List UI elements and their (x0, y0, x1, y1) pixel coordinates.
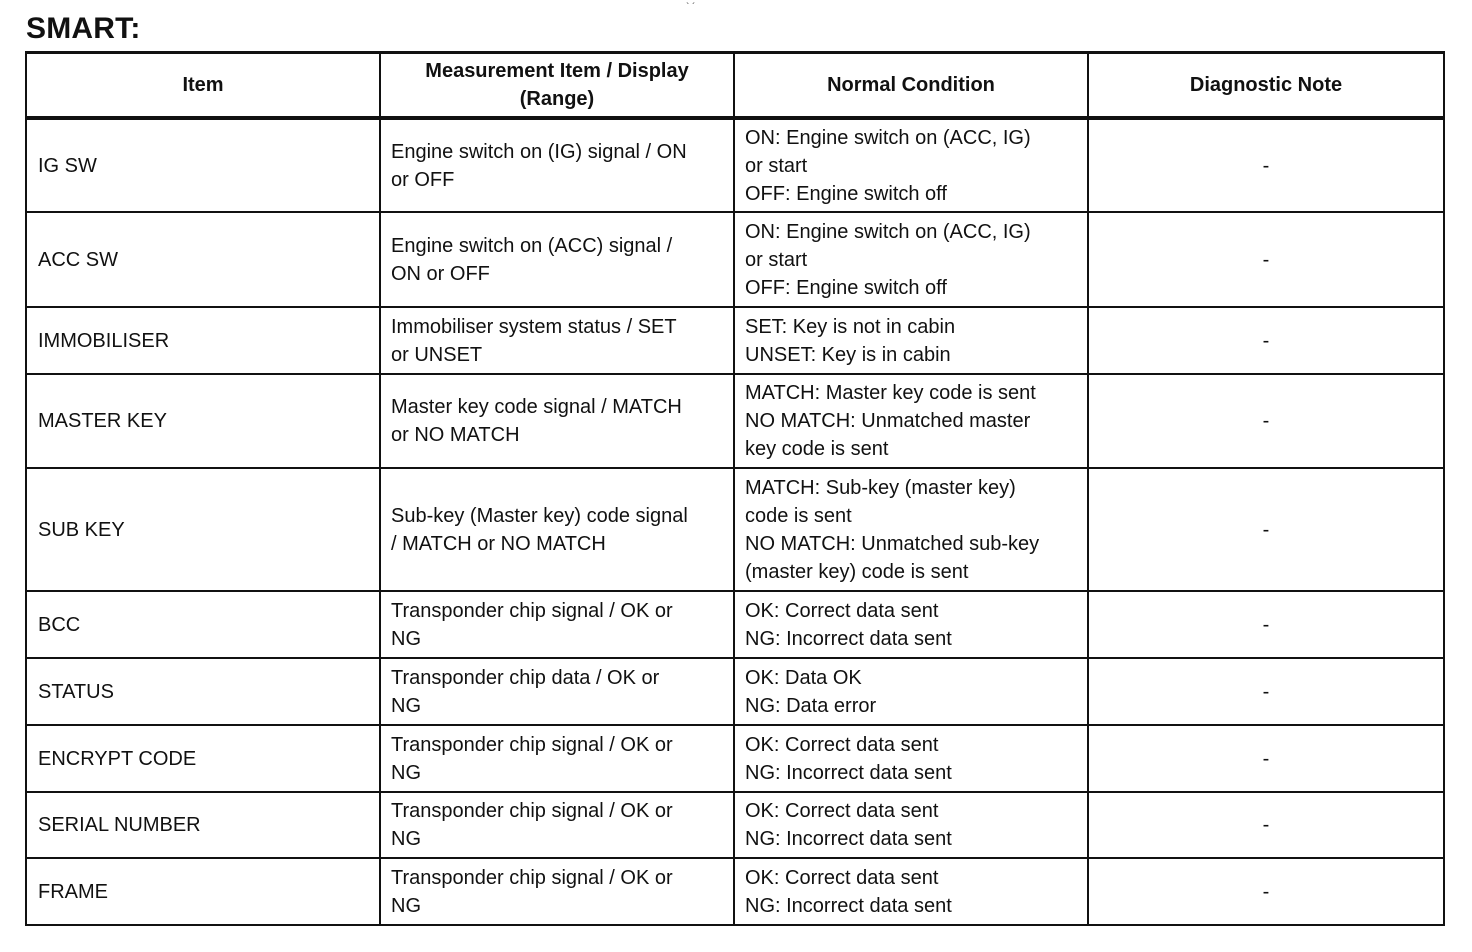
measurement-line: Transponder chip signal / OK or (391, 800, 673, 822)
page-title: SMART: (26, 12, 141, 45)
normal-condition-line: OFF: Engine switch off (745, 182, 947, 205)
cell-measurement (380, 591, 734, 658)
table-row (26, 118, 1444, 212)
cell-item: SUB KEY (26, 468, 380, 591)
normal-condition-line: ON: Engine switch on (ACC, IG) (745, 220, 1031, 243)
normal-condition-line: NG: Incorrect data sent (745, 894, 952, 917)
normal-condition-line: OK: Correct data sent (745, 800, 939, 822)
normal-condition-line: MATCH: Master key code is sent (745, 382, 1036, 404)
normal-condition-line: OK: Correct data sent (745, 866, 939, 889)
cell-measurement (380, 374, 734, 468)
table-header-row (26, 53, 1444, 119)
cell-measurement (380, 725, 734, 792)
cell-normal-condition (734, 212, 1088, 307)
cell-measurement (380, 212, 734, 307)
cell-item: ENCRYPT CODE (26, 725, 380, 792)
header-normal-condition: Normal Condition (734, 53, 1088, 119)
measurement-line: / MATCH or NO MATCH (391, 532, 606, 555)
cell-diagnostic-note: - (1088, 858, 1444, 925)
cell-normal-condition (734, 658, 1088, 725)
cell-normal-condition (734, 858, 1088, 925)
table-row (26, 792, 1444, 858)
cell-normal-condition (734, 307, 1088, 374)
cell-item: SERIAL NUMBER (26, 792, 380, 858)
measurement-line: Master key code signal / MATCH (391, 396, 682, 418)
header-item: Item (26, 53, 380, 119)
normal-condition-line: SET: Key is not in cabin (745, 315, 956, 338)
normal-condition-line: (master key) code is sent (745, 560, 969, 583)
measurement-line: NG (391, 894, 421, 917)
top-mark: ` ´ (686, 2, 696, 13)
cell-measurement (380, 468, 734, 591)
cell-diagnostic-note: - (1088, 792, 1444, 858)
header-measurement: Measurement Item / Display (Range) (380, 53, 734, 119)
cell-normal-condition (734, 725, 1088, 792)
normal-condition-line: UNSET: Key is in cabin (745, 343, 951, 366)
cell-item: ACC SW (26, 212, 380, 307)
cell-measurement (380, 658, 734, 725)
normal-condition-line: NG: Incorrect data sent (745, 828, 952, 850)
normal-condition-line: OFF: Engine switch off (745, 276, 947, 299)
normal-condition-line: or start (745, 154, 808, 177)
normal-condition-line: NG: Incorrect data sent (745, 627, 952, 650)
table-row (26, 374, 1444, 468)
measurement-line: Transponder chip signal / OK or (391, 599, 673, 622)
measurement-line: Immobiliser system status / SET (391, 315, 677, 338)
normal-condition-line: ON: Engine switch on (ACC, IG) (745, 126, 1031, 149)
normal-condition-line: NO MATCH: Unmatched master (745, 410, 1031, 432)
cell-measurement (380, 118, 734, 212)
cell-normal-condition (734, 591, 1088, 658)
cell-diagnostic-note: - (1088, 307, 1444, 374)
measurement-line: Transponder chip data / OK or (391, 666, 660, 689)
table-row (26, 658, 1444, 725)
normal-condition-line: OK: Data OK (745, 666, 862, 689)
measurement-line: or UNSET (391, 343, 483, 366)
header-diagnostic-note: Diagnostic Note (1088, 53, 1444, 119)
measurement-line: or OFF (391, 168, 455, 191)
cell-normal-condition (734, 468, 1088, 591)
cell-normal-condition (734, 118, 1088, 212)
measurement-line: Engine switch on (ACC) signal / (391, 234, 673, 257)
normal-condition-line: NG: Data error (745, 694, 877, 717)
measurement-line: NG (391, 694, 421, 717)
measurement-line: ON or OFF (391, 262, 490, 285)
cell-measurement (380, 792, 734, 858)
normal-condition-line: OK: Correct data sent (745, 733, 939, 756)
table-row (26, 858, 1444, 925)
table-row (26, 591, 1444, 658)
cell-diagnostic-note: - (1088, 591, 1444, 658)
table-row (26, 468, 1444, 591)
normal-condition-line: MATCH: Sub-key (master key) (745, 476, 1016, 499)
normal-condition-line: OK: Correct data sent (745, 599, 939, 622)
cell-item: BCC (26, 591, 380, 658)
measurement-line: NG (391, 627, 421, 650)
table-row (26, 725, 1444, 792)
cell-diagnostic-note: - (1088, 658, 1444, 725)
table-body (26, 118, 1444, 925)
normal-condition-line: NG: Incorrect data sent (745, 761, 952, 784)
cell-normal-condition (734, 374, 1088, 468)
cell-measurement (380, 307, 734, 374)
cell-diagnostic-note: - (1088, 118, 1444, 212)
cell-item: STATUS (26, 658, 380, 725)
cell-diagnostic-note: - (1088, 374, 1444, 468)
table-row (26, 307, 1444, 374)
cell-item: IMMOBILISER (26, 307, 380, 374)
cell-item: IG SW (26, 118, 380, 212)
measurement-line: Transponder chip signal / OK or (391, 866, 673, 889)
normal-condition-line: code is sent (745, 504, 852, 527)
cell-normal-condition (734, 792, 1088, 858)
cell-item: MASTER KEY (26, 374, 380, 468)
cell-diagnostic-note: - (1088, 468, 1444, 591)
normal-condition-line: NO MATCH: Unmatched sub-key (745, 532, 1040, 555)
cell-diagnostic-note: - (1088, 725, 1444, 792)
cell-item: FRAME (26, 858, 380, 925)
measurement-line: or NO MATCH (391, 424, 520, 446)
table-row (26, 212, 1444, 307)
normal-condition-line: or start (745, 248, 808, 271)
smart-data-table (25, 51, 1445, 926)
normal-condition-line: key code is sent (745, 438, 889, 460)
measurement-line: Transponder chip signal / OK or (391, 733, 673, 756)
measurement-line: Engine switch on (IG) signal / ON (391, 140, 687, 163)
measurement-line: NG (391, 761, 421, 784)
cell-diagnostic-note: - (1088, 212, 1444, 307)
measurement-line: Sub-key (Master key) code signal (391, 504, 688, 527)
cell-measurement (380, 858, 734, 925)
measurement-line: NG (391, 828, 421, 850)
